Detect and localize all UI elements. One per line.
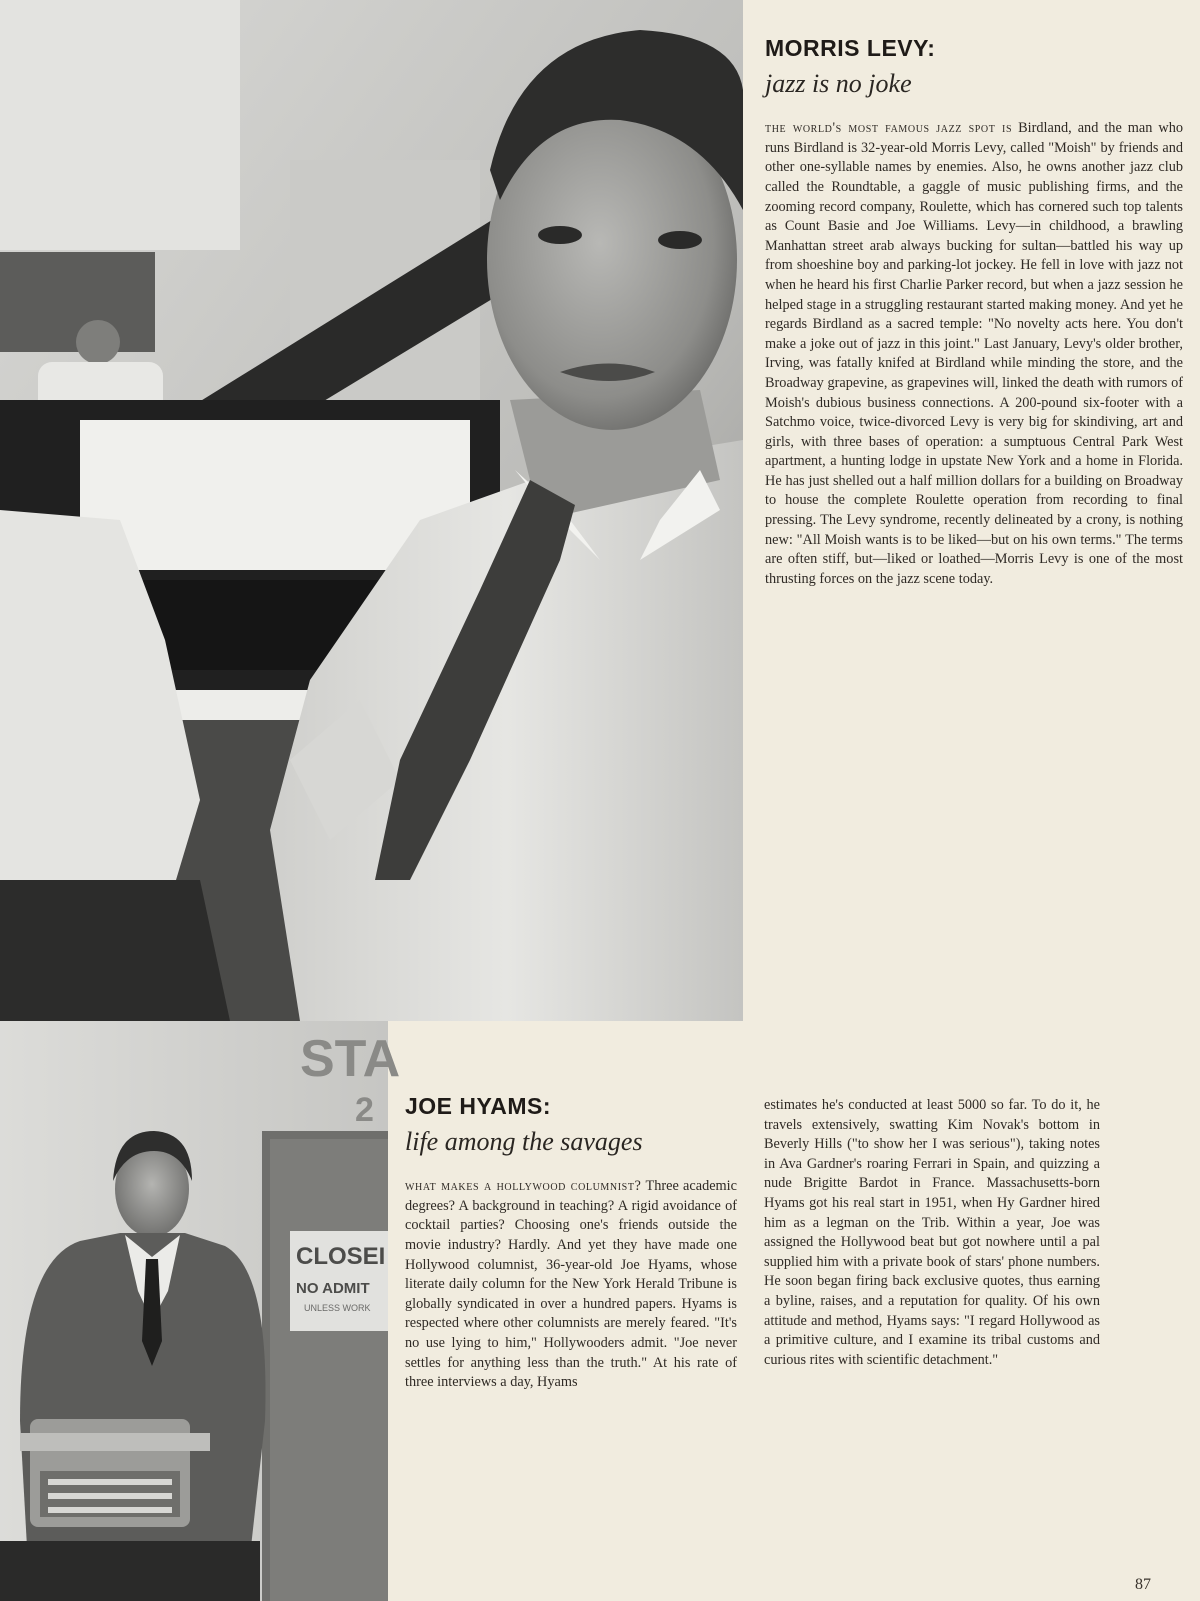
hyams-headline: JOE HYAMS: [405, 1093, 552, 1119]
closed-sign: CLOSEI [296, 1243, 386, 1270]
levy-lead-in: the world's most famous jazz spot is [765, 120, 1013, 137]
hyams-article-column-1 [405, 1094, 737, 1393]
no-admittance-sign: NO ADMIT [296, 1280, 370, 1297]
levy-body [765, 119, 1183, 589]
hyams-lead-in: what makes a hollywood columnist? [405, 1178, 642, 1195]
hyams-body-1 [405, 1177, 737, 1393]
photo-joe-hyams [0, 1021, 401, 1601]
hyams-subhead: life among the savages [405, 1127, 643, 1157]
hyams-body-2: estimates he's conducted at least 5000 so far. To do it, he travels extensively, swatting Kim Novak's bottom in Beverly Hills ("to show her I was serious"), taking notes in Ava Gardner's roaring Ferrari in Spain, and quizzing a nude Brigitte Bardot in France. Massachusetts-born Hyams got his real start in 1951, when Hy Gardner hired him as a legman on the Trib. Within a year, Joe was assigned the Hollywood beat but got nowhere until a pal supplied him with a private book of stars' phone numbers. He soon began firing back exclusive quotes, thus earning a byline, raises, and a reputation for quality. Of his own attitude and method, Hyams says: "I regard Hollywood as a primitive culture, and I examine its tribal customs and curious rites with scientific detachment." [764, 1097, 1100, 1368]
stage-number-sign: 2 [355, 1091, 374, 1129]
levy-subhead: jazz is no joke [765, 69, 912, 99]
stage-sign: STA [300, 1030, 401, 1088]
photo-morris-levy [0, 0, 743, 1021]
hyams-body-text-1: Three academic degrees? A background in teaching? A rigid avoidance of cocktail parties? Choosing one's friends outside the movie industry? Hardly. And yet they have made one Hollywood columnist, 36-year-old Joe Hyams, whose literate daily column for the New York Herald Tribune is globally syndicated in over a hundred papers. Hyams is respected where other columnists are merely feared. "It's no use lying to him," Hollywooders admit. "Joe never settles for anything less than the truth." At his rate of three interviews a day, Hyams [405, 1178, 738, 1391]
levy-article [765, 36, 1183, 589]
levy-headline: MORRIS LEVY: [765, 35, 936, 61]
page-number: 87 [1135, 1576, 1151, 1593]
hyams-article-column-2 [764, 1096, 1100, 1370]
unless-working-sign: UNLESS WORK [304, 1303, 371, 1313]
levy-body-text: Birdland, and the man who runs Birdland is 32-year-old Morris Levy, called "Moish" by friends and other one-syllable names by enemies. Also, he owns another jazz club called the Roundtable, a gaggle of music publishing firms, and the zooming record company, Roulette, which has cornered such top talents as Count Basie and Joe Williams. Levy—in childhood, a brawling Manhattan street arab always bucking for sultan—battled his way up from shoeshine boy and parking-lot jockey. He fell in love with jazz not when he heard his first Charlie Parker record, but when a jazz session he helped stage in a struggling restaurant started making money. And yet he regards Birdland as a sacred temple: "No novelty acts here. You don't make a joke out of jazz in this joint." Last January, Levy's older brother, Irving, was fatally knifed at Birdland while minding the store, and the Broadway grapevine, as grapevines will, linked the death with rumors of Moish's dubious business connections. A 200-pound six-footer with a Satchmo voice, twice-divorced Levy is very big for skindiving, art and girls, with three bases of operation: a sumptuous Central Park West apartment, a hunting lodge in upstate New York and a home in Florida. He has just shelled out a half million dollars for a building on Broadway to house the complete Roulette operation from recording to final pressing. The Levy syndrome, recently delineated by a crony, is nothing new: "All Moish wants is to be liked—but on his own terms." The terms are often stiff, but—liked or loathed—Morris Levy is one of the most thrusting forces on the jazz scene today. [765, 120, 1183, 587]
